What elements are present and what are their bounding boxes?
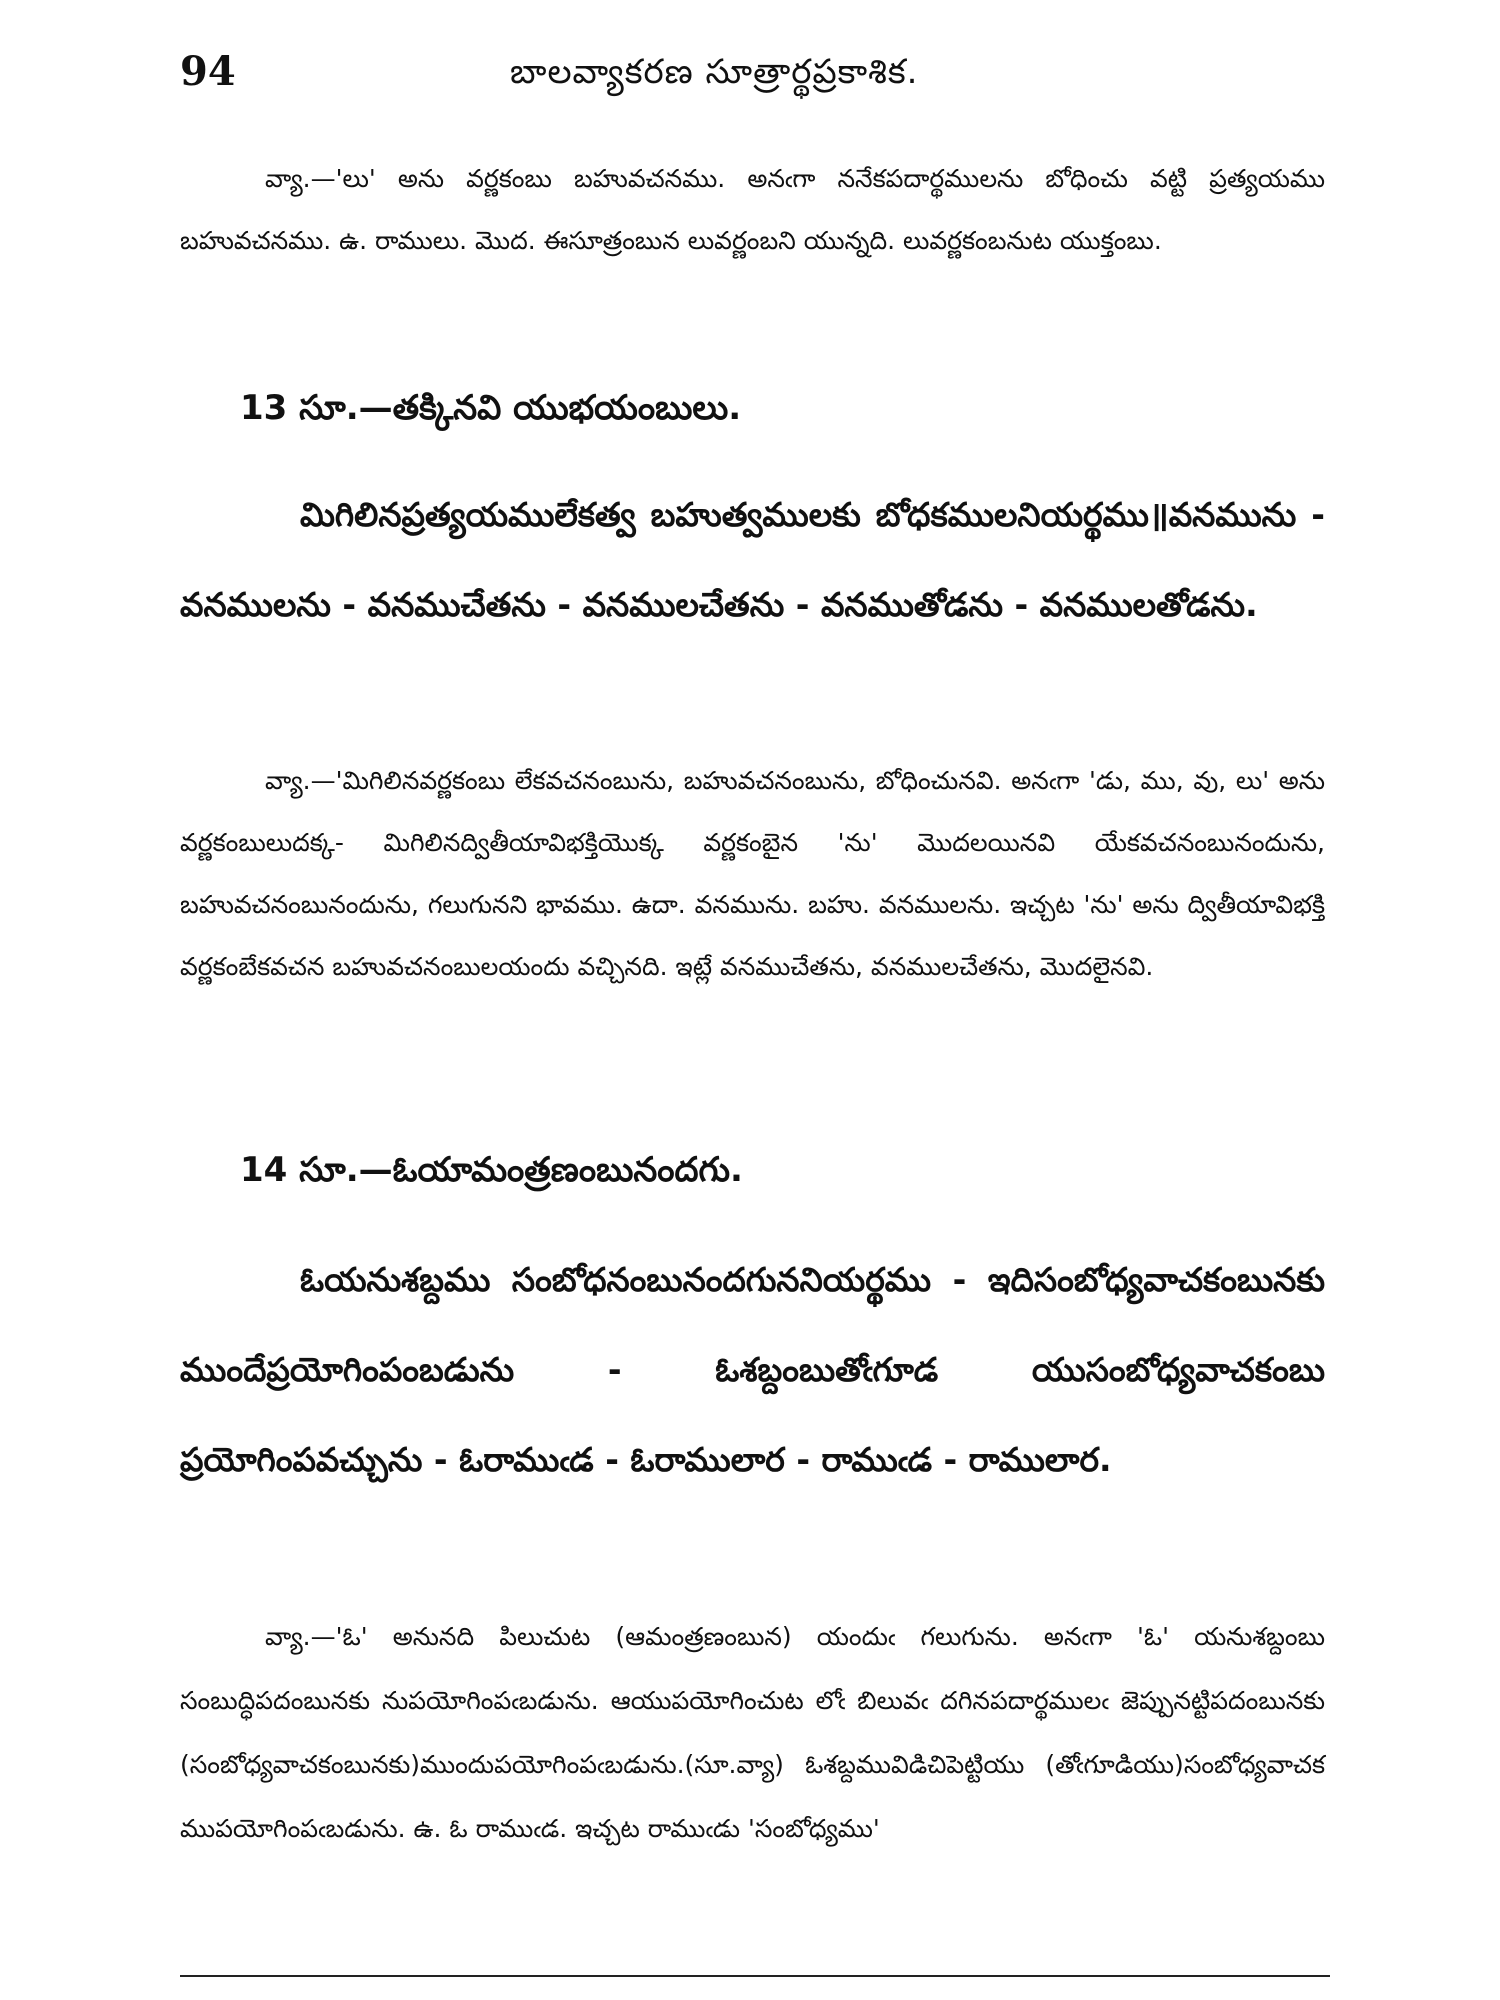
- strike-through-line: [180, 1975, 1330, 1977]
- sutra-13-meaning: మిగిలినప్రత్యయములేకత్వ బహుత్వములకు బోధకములనియర్థము॥వనమును - వనములను - వనముచేతను - వనములచేతను - వనముతోడను - వనములతోడను.: [180, 495, 1325, 624]
- sutra-13-heading: 13 సూ.—తక్కినవి యుభయంబులు.: [240, 388, 742, 428]
- page-header: [180, 48, 1340, 108]
- page-number: 94: [180, 48, 236, 95]
- commentary-paragraph-3: వ్యా.—'ఓ' అనునది పిలుచుట (ఆమంత్రణంబున) యందుఁ గలుగును. అనఁగా 'ఓ' యనుశబ్దంబు సంబుద్ధిపదంబునకు నుపయోగింపఁబడును. ఆయుపయోగించుట లోఁ బిలువఁ దగినపదార్థములఁ జెప్పునట్టిపదంబునకు (సంబోధ్యవాచకంబునకు)ముందుపయోగింపఁబడును.(సూ.వ్యా) ఓశబ్దమువిడిచిపెట్టియు (తోఁగూడియు)సంబోధ్యవాచక ముపయోగింపఁబడును. ఉ. ఓ రాముఁడ. ఇచ్చట రాముఁడు 'సంబోధ్యము': [180, 1622, 1325, 1843]
- sutra-14-heading: 14 సూ.—ఓయామంత్రణంబునందగు.: [240, 1150, 743, 1190]
- sutra-14-meaning: ఓయనుశబ్దము సంబోధనంబునందగుననియర్థము - ఇదిసంబోధ్యవాచకంబునకు ముందేప్రయోగింపంబడును - ఓశబ్దంబుతోఁగూడ యుసంబోధ్యవాచకంబు ప్రయోగింపవచ్చును - ఓరాముఁడ - ఓరాములార - రాముఁడ - రాములార.: [180, 1260, 1325, 1479]
- commentary-paragraph-1: వ్యా.—'లు' అను వర్ణకంబు బహువచనము. అనఁగా ననేకపదార్థములను బోధించు వట్టి ప్రత్యయము బహువచనము. ఉ. రాములు. మొద. ఈసూత్రంబున లువర్ణంబని యున్నది. లువర్ణకంబనుట యుక్తంబు.: [180, 164, 1325, 255]
- commentary-paragraph-2: వ్యా.—'మిగిలినవర్ణకంబు లేకవచనంబును, బహువచనంబును, బోధించునవి. అనఁగా 'డు, ము, వు, లు' అను వర్ణకంబులుదక్క- మిగిలినద్వితీయావిభక్తియొక్క వర్ణకంబైన 'ను' మొదలయినవి యేకవచనంబునందును, బహువచనంబునందును, గలుగునని భావము. ఉదా. వనమును. బహు. వనములను. ఇచ్చట 'ను' అను ద్వితీయావిభక్తి వర్ణకంబేకవచన బహువచనంబులయందు వచ్చినది. ఇట్లే వనముచేతను, వనములచేతను, మొదలైనవి.: [180, 766, 1325, 981]
- running-title: బాలవ్యాకరణ సూత్రార్థప్రకాశిక.: [510, 52, 919, 92]
